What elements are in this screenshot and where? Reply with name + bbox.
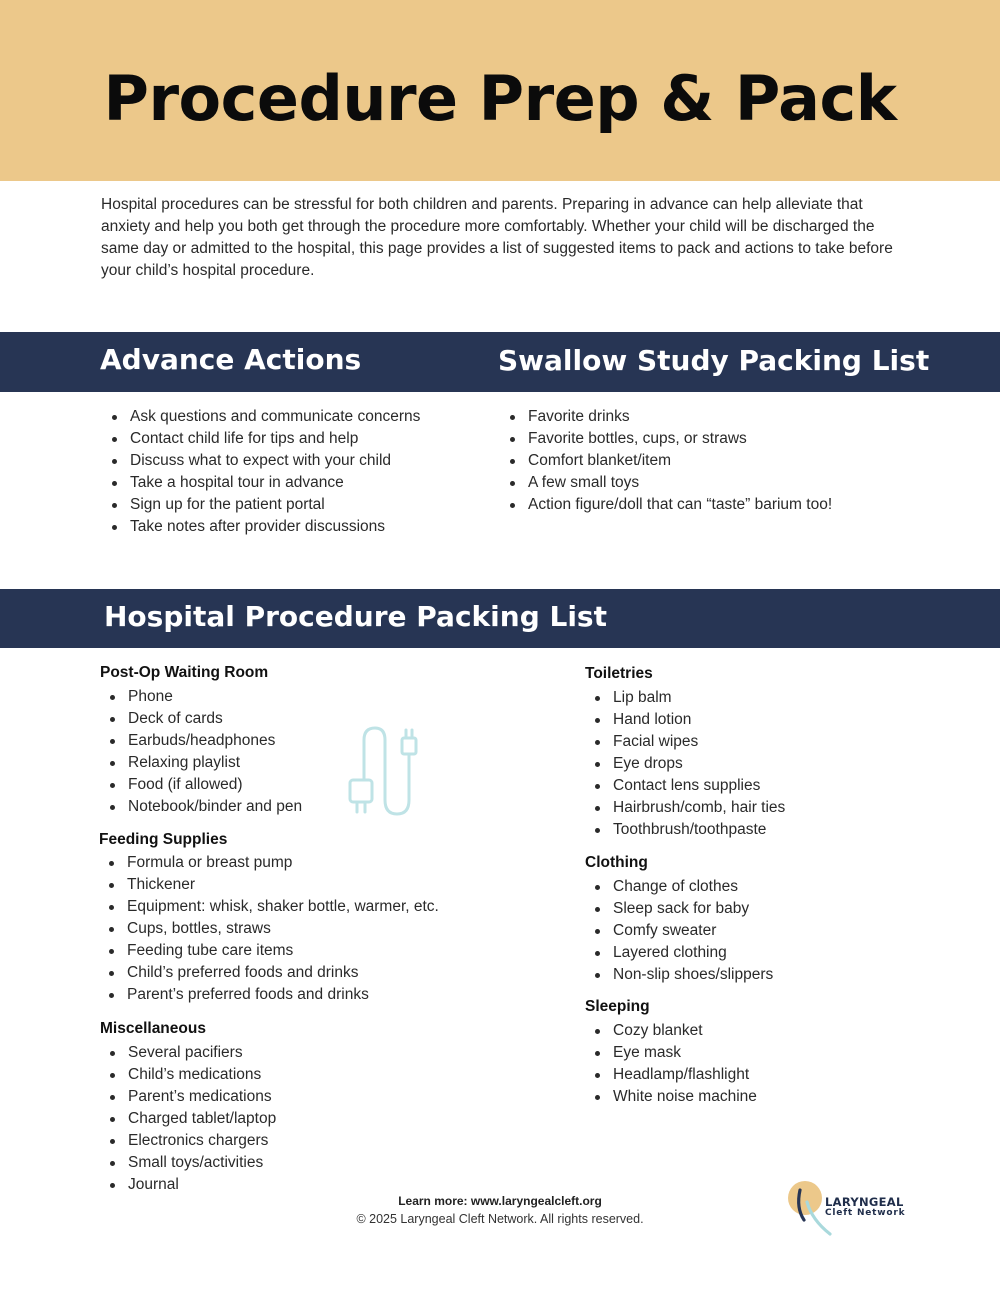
list-item: Deck of cards bbox=[100, 708, 302, 730]
list-item: Contact child life for tips and help bbox=[102, 428, 420, 450]
advance-actions-title: Advance Actions bbox=[100, 343, 362, 376]
intro-paragraph: Hospital procedures can be stressful for both children and parents. Preparing in advance can help alleviate that anxiety and help you both get through the procedure more comfortably. Whether your child will be discharged the same day or admitted to the hospital, this page provides a list of suggested items to pack and actions to take before your child’s hospital procedure. bbox=[101, 196, 893, 279]
logo-text-laryngeal: LARYNGEAL bbox=[825, 1195, 904, 1209]
list-item: Change of clothes bbox=[585, 876, 773, 898]
list-item: Comfort blanket/item bbox=[500, 450, 832, 472]
list-item: Lip balm bbox=[585, 687, 785, 709]
list-item: Parent’s medications bbox=[100, 1086, 276, 1108]
feeding-list bbox=[99, 852, 439, 1006]
list-item: Thickener bbox=[99, 874, 439, 896]
list-item: Child’s medications bbox=[100, 1064, 276, 1086]
feeding-heading: Feeding Supplies bbox=[99, 831, 228, 848]
list-item: Contact lens supplies bbox=[585, 775, 785, 797]
list-item: Phone bbox=[100, 686, 302, 708]
swallow-study-title: Swallow Study Packing List bbox=[498, 344, 930, 377]
list-item: Eye mask bbox=[585, 1042, 757, 1064]
toiletries-heading: Toiletries bbox=[585, 665, 653, 682]
advance-actions-list bbox=[102, 406, 420, 538]
list-item: Notebook/binder and pen bbox=[100, 796, 302, 818]
footer-copyright: © 2025 Laryngeal Cleft Network. All rights reserved. bbox=[356, 1212, 644, 1226]
list-item: Hand lotion bbox=[585, 709, 785, 731]
list-item: Take a hospital tour in advance bbox=[102, 472, 420, 494]
list-item: Charged tablet/laptop bbox=[100, 1108, 276, 1130]
misc-list bbox=[100, 1042, 276, 1196]
section-band-hospital bbox=[0, 589, 1000, 648]
list-item: Feeding tube care items bbox=[99, 940, 439, 962]
list-item: Headlamp/flashlight bbox=[585, 1064, 757, 1086]
list-item: Equipment: whisk, shaker bottle, warmer, etc. bbox=[99, 896, 439, 918]
list-item: Small toys/activities bbox=[100, 1152, 276, 1174]
list-item: Cozy blanket bbox=[585, 1020, 757, 1042]
post-op-heading: Post-Op Waiting Room bbox=[100, 664, 269, 681]
list-item: Hairbrush/comb, hair ties bbox=[585, 797, 785, 819]
list-item: Action figure/doll that can “taste” barium too! bbox=[500, 494, 832, 516]
post-op-list bbox=[100, 686, 302, 818]
list-item: A few small toys bbox=[500, 472, 832, 494]
list-item: Child’s preferred foods and drinks bbox=[99, 962, 439, 984]
list-item: Facial wipes bbox=[585, 731, 785, 753]
clothing-list bbox=[585, 876, 773, 986]
list-item: Parent’s preferred foods and drinks bbox=[99, 984, 439, 1006]
list-item: Electronics chargers bbox=[100, 1130, 276, 1152]
list-item: Food (if allowed) bbox=[100, 774, 302, 796]
list-item: Journal bbox=[100, 1174, 276, 1196]
list-item: Relaxing playlist bbox=[100, 752, 302, 774]
list-item: Cups, bottles, straws bbox=[99, 918, 439, 940]
list-item: Favorite bottles, cups, or straws bbox=[500, 428, 832, 450]
list-item: Non-slip shoes/slippers bbox=[585, 964, 773, 986]
list-item: Earbuds/headphones bbox=[100, 730, 302, 752]
list-item: Ask questions and communicate concerns bbox=[102, 406, 420, 428]
list-item: Comfy sweater bbox=[585, 920, 773, 942]
logo-text-cleft-network: Cleft Network bbox=[825, 1208, 906, 1218]
list-item: Several pacifiers bbox=[100, 1042, 276, 1064]
list-item: Layered clothing bbox=[585, 942, 773, 964]
list-item: Toothbrush/toothpaste bbox=[585, 819, 785, 841]
list-item: White noise machine bbox=[585, 1086, 757, 1108]
sleeping-list bbox=[585, 1020, 757, 1108]
misc-heading: Miscellaneous bbox=[100, 1020, 206, 1037]
page-title: Procedure Prep & Pack bbox=[103, 62, 897, 135]
list-item: Take notes after provider discussions bbox=[102, 516, 420, 538]
sleeping-heading: Sleeping bbox=[585, 998, 650, 1015]
toiletries-list bbox=[585, 687, 785, 841]
footer-learn-more: Learn more: www.laryngealcleft.org bbox=[398, 1194, 602, 1208]
swallow-study-list bbox=[500, 406, 832, 516]
list-item: Formula or breast pump bbox=[99, 852, 439, 874]
list-item: Discuss what to expect with your child bbox=[102, 450, 420, 472]
list-item: Eye drops bbox=[585, 753, 785, 775]
list-item: Sign up for the patient portal bbox=[102, 494, 420, 516]
list-item: Sleep sack for baby bbox=[585, 898, 773, 920]
charger-cable-icon bbox=[340, 720, 430, 820]
section-band-top bbox=[0, 332, 1000, 392]
list-item: Favorite drinks bbox=[500, 406, 832, 428]
hospital-list-title: Hospital Procedure Packing List bbox=[104, 600, 607, 633]
clothing-heading: Clothing bbox=[585, 854, 648, 871]
